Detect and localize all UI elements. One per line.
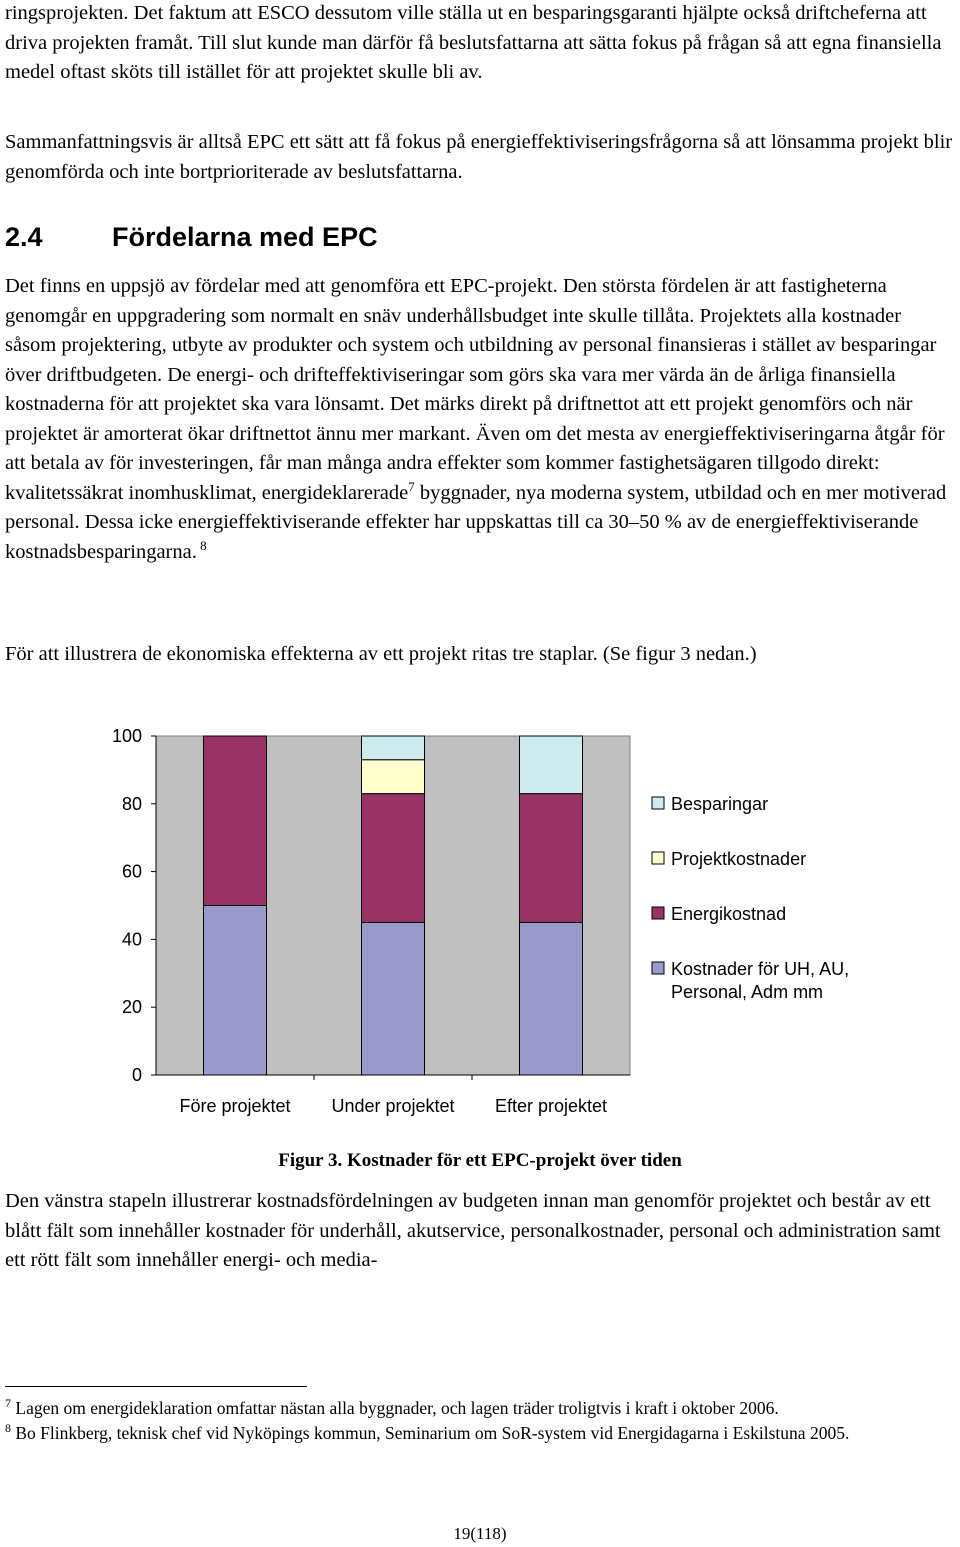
legend-label: Kostnader för UH, AU, Personal, Adm mm: [671, 959, 850, 1002]
y-tick-label: 60: [121, 861, 142, 882]
paragraph-advantages-part2: byggnader, nya moderna system, utbildad och en mer motiverad personal. Dessa icke energieffektiviserande effekter har uppskattas till ca 30–50 % av de energieffektiviserande kostnadsbesparingarna.: [5, 481, 947, 563]
footnote-7-number: 7: [5, 1396, 11, 1411]
bar-segment: [520, 794, 583, 923]
stacked-bar-chart: [90, 718, 950, 1128]
y-tick-label: 40: [121, 929, 142, 950]
page-number: 19(118): [453, 1524, 507, 1543]
bar-segment: [204, 736, 267, 906]
bar-segment: [362, 922, 425, 1075]
paragraph-intro: ringsprojekten. Det faktum att ESCO dessutom ville ställa ut en besparingsgaranti hjälpte också driftcheferna att driva projekten framåt. Till slut kunde man därför få beslutsfattarna att sätta fokus på frågan så att egna finansiella medel oftast sköts till istället för att projektet skulle bli av.: [5, 2, 942, 83]
footnote-ref-8: 8: [196, 537, 207, 553]
paragraph-left-bar: Den vänstra stapeln illustrerar kostnadsfördelningen av budgeten innan man genomför projektet och består av ett blått fält som innehåller kostnader för underhåll, akutservice, personalkostnader, personal och administration samt ett rött fält som innehåller energi- och media-: [5, 1190, 941, 1271]
x-tick-label: Före projektet: [179, 1096, 291, 1116]
legend-swatch: [652, 962, 664, 974]
figure-caption: Figur 3. Kostnader för ett EPC-projekt över tiden: [278, 1150, 682, 1171]
legend-swatch: [652, 852, 664, 864]
y-tick-label: 100: [111, 726, 142, 746]
footnote-ref-7: 7: [408, 478, 415, 494]
bar-segment: [520, 922, 583, 1075]
paragraph-advantages: [5, 272, 955, 567]
bar-segment: [362, 760, 425, 794]
section-number: 2.4: [5, 222, 43, 252]
legend-label: Energikostnad: [671, 904, 787, 924]
bar-segment: [520, 736, 583, 794]
footnote-7: [5, 1397, 955, 1420]
x-tick-label: Under projektet: [331, 1096, 455, 1116]
legend-swatch: [652, 797, 664, 809]
footnote-8-text: Bo Flinkberg, teknisk chef vid Nyköpings kommun, Seminarium om SoR-system vid Energidagarna i Eskilstuna 2005.: [11, 1423, 850, 1443]
legend-swatch: [652, 907, 664, 919]
bar-segment: [362, 794, 425, 923]
bar-segment: [362, 736, 425, 760]
footnote-8-number: 8: [5, 1421, 11, 1436]
paragraph-advantages-part1: Det finns en uppsjö av fördelar med att genomföra ett EPC-projekt. Den största fördelen är att fastigheterna genomgår en uppgradering som normalt en snäv underhållsbudget inte skulle tillåta. Projektets alla kostnader såsom projektering, utbyte av produkter och system och utbildning av personal finansieras i stället av besparingar över driftbudgeten. De energi- och drifteffektiviseringar som görs ska vara mer värda än de årliga finansiella kostnaderna för att projektet ska vara lönsamt. Det märks direkt på driftnettot att ett projekt genomförs och när projektet är amorterat ökar driftnettot ännu mer markant. Även om det mesta av energieffektiviseringarna åtgår för att betala av för investeringen, får man många andra effekter som kommer fastighetsägaren tillgodo direkt: kvalitetssäkrat inomhusklimat, energideklarerade: [5, 275, 945, 504]
section-title: Fördelarna med EPC: [112, 222, 378, 252]
paragraph-summary: Sammanfattningsvis är alltså EPC ett sätt att få fokus på energieffektiviseringsfrågorna så att lönsamma projekt blir genomförda och inte bortprioriterade av beslutsfattarna.: [5, 131, 953, 183]
paragraph-illustrate: För att illustrera de ekonomiska effekterna av ett projekt ritas tre staplar. (Se figur 3 nedan.): [5, 643, 757, 665]
chart-svg: [90, 718, 950, 1128]
x-tick-label: Efter projektet: [494, 1096, 608, 1116]
legend-label: Projektkostnader: [671, 849, 807, 869]
y-tick-label: 20: [121, 997, 142, 1018]
y-tick-label: 80: [121, 793, 142, 814]
footnote-7-text: Lagen om energideklaration omfattar nästan alla byggnader, och lagen träder troligtvis i kraft i oktober 2006.: [11, 1398, 779, 1418]
footnote-8: [5, 1422, 955, 1445]
bar-segment: [204, 906, 267, 1076]
y-tick-label: 0: [131, 1065, 142, 1085]
footnote-divider: [5, 1386, 307, 1387]
legend-label: Besparingar: [671, 794, 769, 814]
